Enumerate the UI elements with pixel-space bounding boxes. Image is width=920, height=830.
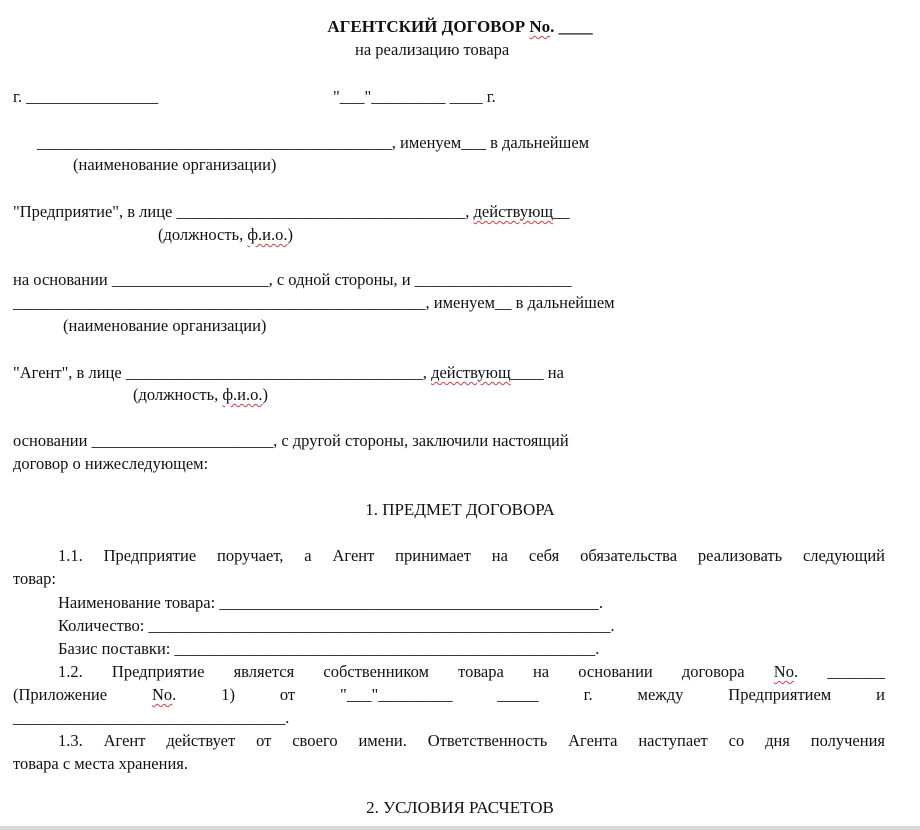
section-1-heading: 1. ПРЕДМЕТ ДОГОВОРА — [365, 500, 555, 519]
document-title — [0, 17, 920, 37]
number-sign: No — [151, 685, 173, 704]
clause-1-3-line-1: 1.3. Агент действует от своего имени. Ответственность Агента наступает со дня получения — [58, 731, 885, 750]
caption-close: ) — [262, 385, 269, 404]
quantity-field: Количество: ________________________________________________________. — [58, 616, 615, 635]
organization-1-line: ___________________________________________, именуем___ в дальнейшем — [37, 133, 590, 152]
title-number-blank: . ____ — [550, 17, 593, 36]
basis-line-1: на основании ___________________, с одной стороны, и ___________________ — [13, 270, 572, 289]
organization-2-line: __________________________________________________, именуем__ в дальнейшем — [13, 293, 615, 312]
agent-acting-word: действующ — [431, 363, 511, 382]
number-blank: . _______ — [793, 662, 885, 681]
caption-text: (должность, — [158, 225, 248, 244]
clause-1-1-line-2: товар: — [13, 569, 56, 588]
title-text: АГЕНТСКИЙ ДОГОВОР — [327, 17, 530, 36]
basis-line-2: основании ______________________, с другой стороны, заключили настоящий — [13, 431, 569, 450]
clause-1-2-text: 1.2. Предприятие является собственником товара на основании договора — [58, 662, 774, 681]
number-sign: No — [773, 662, 794, 681]
basis-line-2-continuation: договор о нижеследующем: — [13, 454, 209, 473]
enterprise-representative-caption — [158, 225, 293, 245]
caption-fio: ф.и.о. — [222, 385, 263, 404]
clause-1-3-line-2: товара с места хранения. — [13, 754, 188, 773]
clause-1-2-line-3: _________________________________. — [13, 708, 290, 727]
delivery-basis-field: Базис поставки: ___________________________________________________. — [58, 639, 600, 658]
city-line: г. ________________ — [13, 87, 159, 106]
enterprise-representative-line — [13, 202, 570, 222]
agent-representative-line — [13, 363, 564, 383]
clause-1-1-line-1: 1.1. Предприятие поручает, а Агент принимает на себя обязательства реализовать следующий — [58, 546, 885, 565]
goods-name-field: Наименование товара: ______________________________________________. — [58, 593, 603, 612]
agent-representative-caption — [133, 385, 268, 405]
document-subtitle: на реализацию товара — [355, 40, 510, 59]
organization-1-caption: (наименование организации) — [73, 155, 277, 174]
caption-close: ) — [287, 225, 294, 244]
organization-2-caption: (наименование организации) — [63, 316, 267, 335]
caption-fio: ф.и.о. — [247, 225, 288, 244]
enterprise-representative-text: "Предприятие", в лице ___________________________________, — [13, 202, 474, 221]
date-line: "___"_________ ____ г. — [333, 87, 496, 106]
title-number-sign: No — [529, 17, 551, 36]
agent-acting-blank: ____ на — [510, 363, 564, 382]
appendix-text: (Приложение — [13, 685, 152, 704]
appendix-date-text: . 1) от "___"_________ _____ г. между Предприятием и — [172, 685, 885, 704]
section-2-heading: 2. УСЛОВИЯ РАСЧЕТОВ — [366, 798, 554, 817]
enterprise-acting-blank: __ — [553, 202, 570, 221]
agent-representative-text: "Агент", в лице ____________________________________, — [13, 363, 432, 382]
caption-text: (должность, — [133, 385, 223, 404]
clause-1-2-line-2 — [13, 685, 885, 705]
page-bottom-edge — [0, 826, 920, 830]
clause-1-2-line-1 — [58, 662, 885, 682]
enterprise-acting-word: действующ — [473, 202, 554, 221]
